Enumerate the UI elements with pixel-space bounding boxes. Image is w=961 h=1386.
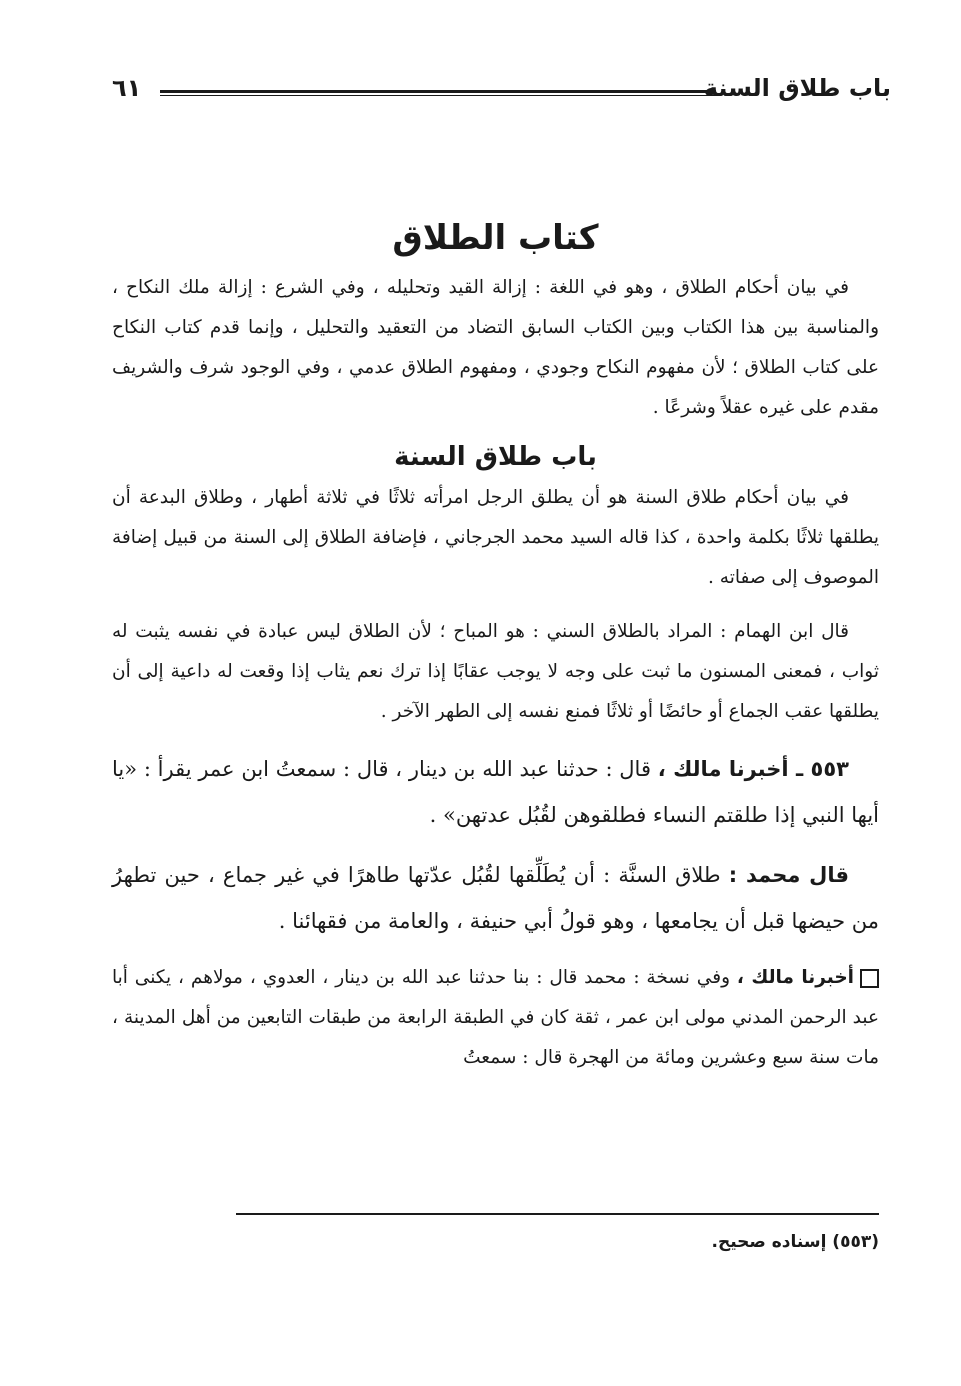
header-title: باب طلاق السنة bbox=[703, 74, 891, 102]
commentary-lead: أخبرنا مالك ، bbox=[736, 967, 854, 988]
intro-paragraph: في بيان أحكام الطلاق ، وهو في اللغة : إزالة القيد وتحليله ، وفي الشرع : إزالة ملك النكاح ، والمناسبة بين هذا الكتاب وبين الكتاب السابق التضاد من التعقيد والتحليل ، وإنما قدم كتاب النكاح على كتاب الطلاق ؛ لأن مفهوم النكاح وجودي ، ومفهوم الطلاق عدمي ، وفي الوجود شرف والشريف مقدم على غيره عقلاً وشرعًا . bbox=[112, 277, 879, 418]
hadith-paragraph bbox=[112, 746, 879, 838]
chapter-title: باب طلاق السنة bbox=[394, 442, 597, 472]
hadith-text: قال : حدثنا عبد الله بن دينار ، قال : سمعتُ ابن عمر يقرأ : «يا أيها النبي إذا طلقتم النساء فطلقوهن لقُبُل عدتهن» . bbox=[112, 757, 879, 827]
commentary-text: وفي نسخة : محمد قال : بنا حدثنا عبد الله بن دينار ، العدوي ، مولاهم ، يكنى أبا عبد الرحمن المدني مولى ابن عمر ، ثقة كان في الطبقة الرابعة من طبقات التابعين من أهل المدينة ، مات سنة سبع وعشرين ومائة من الهجرة قال : سمعتُ bbox=[112, 967, 879, 1068]
header-rule bbox=[160, 90, 715, 96]
footnote: (٥٥٣) إسناده صحيح. bbox=[711, 1232, 879, 1252]
commentary-paragraph bbox=[112, 958, 879, 1078]
footnote-rule bbox=[236, 1213, 879, 1215]
muhammad-paragraph bbox=[112, 852, 879, 944]
muhammad-lead: قال محمد : bbox=[728, 863, 849, 887]
book-title: كتاب الطلاق bbox=[392, 218, 599, 258]
chapter-intro-paragraph: في بيان أحكام طلاق السنة هو أن يطلق الرجل امرأته ثلاثًا في ثلاثة أطهار ، وطلاق البدعة أن يطلقها ثلاثًا بكلمة واحدة ، كذا قاله السيد محمد الجرجاني ، فإضافة الطلاق إلى السنة من قبيل إضافة الموصوف إلى صفاته . bbox=[112, 487, 879, 588]
main-text bbox=[112, 218, 879, 1092]
muhammad-text: طلاق السنَّة : أن يُطَلِّقها لقُبُل عدّتها طاهرًا في غير جماع ، حين تطهرُ من حيضها قبل أن يجامعها ، وهو قولُ أبي حنيفة ، والعامة من فقهائنا . bbox=[112, 863, 879, 933]
hadith-lead: ٥٥٣ ـ أخبرنا مالك ، bbox=[657, 757, 849, 781]
page-number: ٦١ bbox=[112, 74, 142, 102]
ibn-humam-paragraph: قال ابن الهمام : المراد بالطلاق السني : هو المباح ؛ لأن الطلاق ليس عبادة في نفسه يثبت له ثواب ، فمعنى المسنون ما ثبت على وجه لا يوجب عقابًا إذا ترك نعم يثاب إذا وقعت له داعية إلى أن يطلقها عقب الجماع أو حائضًا أو ثلاثًا فمنع نفسه إلى الطهر الآخر . bbox=[112, 621, 879, 722]
square-marker-icon bbox=[860, 969, 879, 988]
running-header bbox=[112, 74, 891, 108]
